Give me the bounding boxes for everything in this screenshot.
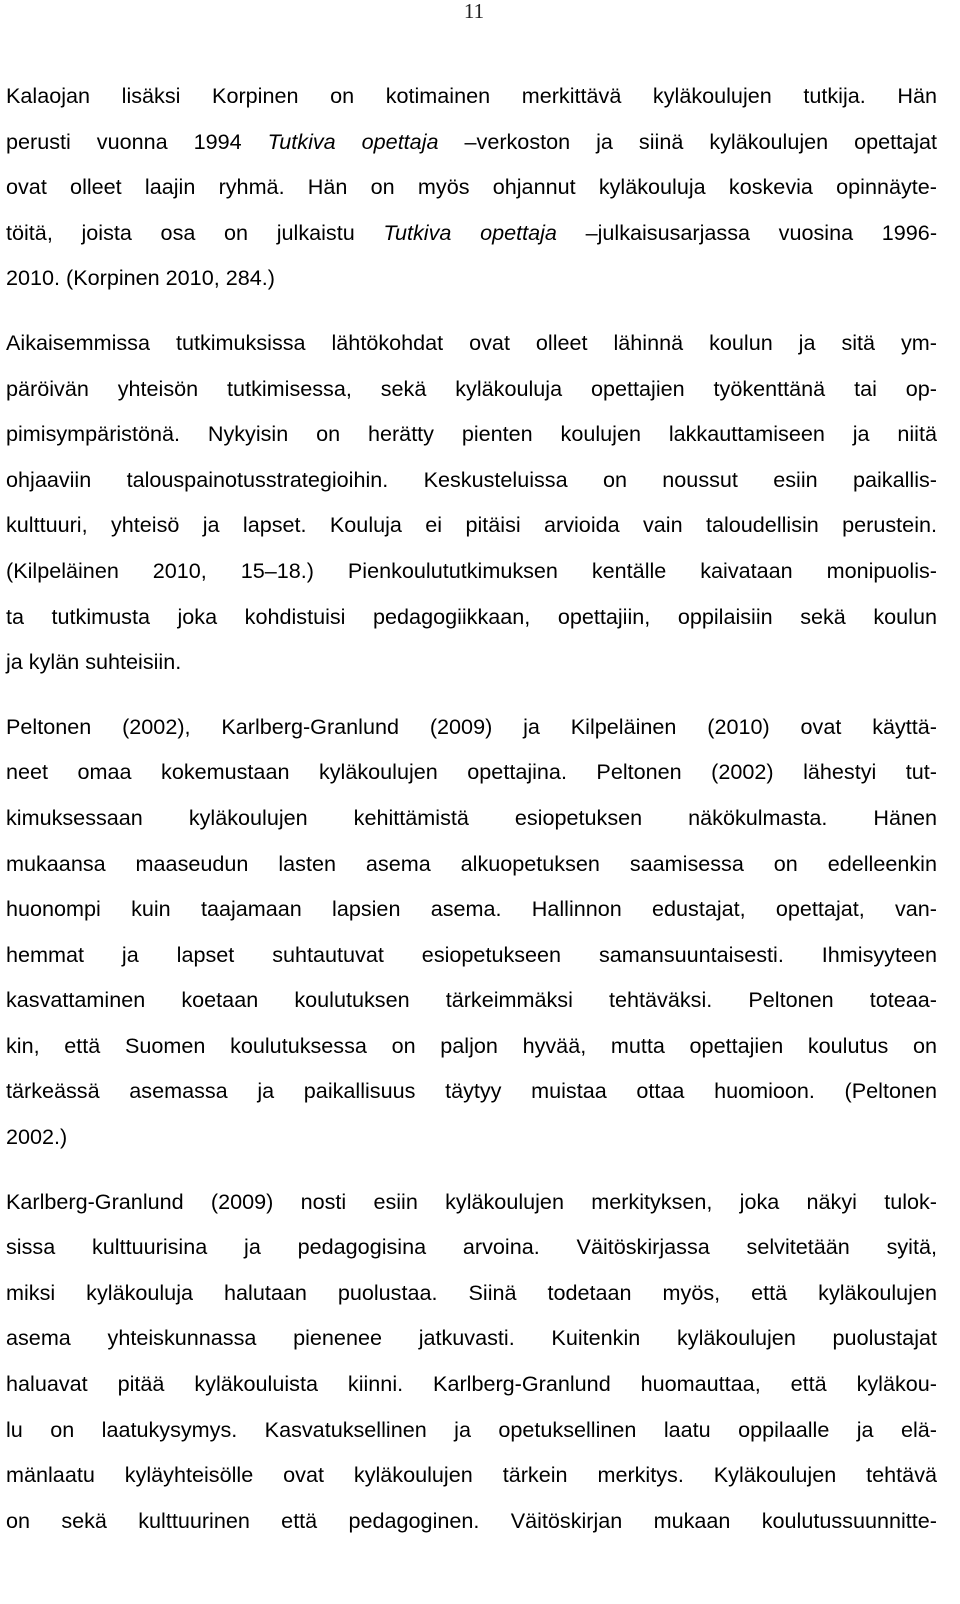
text-line — [6, 1407, 937, 1453]
text-line — [6, 886, 937, 932]
text-line — [6, 1023, 937, 1069]
text-line — [6, 639, 937, 685]
text-line — [6, 841, 937, 887]
text-run: sissa kulttuurisina ja pedagogisina arvoina. Väitöskirjassa selvitetään syitä, — [6, 1234, 937, 1260]
paragraph — [6, 320, 937, 685]
text-run: mukaansa maaseudun lasten asema alkuopetuksen saamisessa on edelleenkin — [6, 850, 937, 876]
text-run: (Kilpeläinen 2010, 15–18.) Pienkoulututkimuksen kentälle kaivataan monipuolis- — [6, 557, 937, 583]
text-run: miksi kyläkouluja halutaan puolustaa. Siinä todetaan myös, että kyläkoulujen — [6, 1279, 937, 1305]
body-text — [6, 73, 937, 1562]
text-line — [6, 1315, 937, 1361]
text-run: kasvattaminen koetaan koulutuksen tärkeimmäksi tehtäväksi. Peltonen toteaa- — [6, 987, 937, 1013]
text-line — [6, 366, 937, 412]
text-run: pimisympäristönä. Nykyisin on herätty pienten koulujen lakkauttamiseen ja niitä — [6, 421, 937, 447]
text-run: kimuksessaan kyläkoulujen kehittämistä esiopetuksen näkökulmasta. Hänen — [6, 804, 937, 830]
paragraph — [6, 73, 937, 301]
text-run: –verkoston ja siinä kyläkoulujen opettajat — [438, 128, 937, 154]
text-line — [6, 255, 937, 301]
text-run: Peltonen (2002), Karlberg-Granlund (2009) ja Kilpeläinen (2010) ovat käyttä- — [6, 713, 937, 739]
text-run: tärkeässä asemassa ja paikallisuus täytyy muistaa ottaa huomioon. (Peltonen — [6, 1078, 937, 1104]
text-run: –julkaisusarjassa vuosina 1996- — [556, 219, 938, 245]
text-run: 2002.) — [6, 1124, 68, 1150]
text-line — [6, 1114, 937, 1160]
text-run: ja kylän suhteisiin. — [6, 649, 182, 675]
text-line — [6, 1179, 937, 1225]
text-line — [6, 749, 937, 795]
text-run: 2010. (Korpinen 2010, 284.) — [6, 265, 275, 291]
text-line — [6, 1068, 937, 1114]
italic-title: Tutkiva opettaja — [267, 128, 439, 154]
text-line — [6, 1498, 937, 1544]
text-run: ohjaaviin talouspainotusstrategioihin. Keskusteluissa on noussut esiin paikallis- — [6, 466, 937, 492]
text-line — [6, 548, 937, 594]
text-run: Aikaisemmissa tutkimuksissa lähtökohdat ovat olleet lähinnä koulun ja sitä ym- — [6, 329, 937, 355]
text-line — [6, 119, 937, 165]
text-line — [6, 210, 937, 256]
text-line — [6, 502, 937, 548]
text-line — [6, 164, 937, 210]
text-line — [6, 1361, 937, 1407]
italic-title: Tutkiva opettaja — [383, 219, 557, 245]
paragraph — [6, 1179, 937, 1544]
text-run: on sekä kulttuurinen että pedagoginen. Väitöskirjan mukaan koulutussuunnitte- — [6, 1507, 937, 1533]
text-run: kin, että Suomen koulutuksessa on paljon hyvää, mutta opettajien koulutus on — [6, 1032, 937, 1058]
text-run: hemmat ja lapset suhtautuvat esiopetukseen samansuuntaisesti. Ihmisyyteen — [6, 941, 937, 967]
text-run: ovat olleet laajin ryhmä. Hän on myös ohjannut kyläkouluja koskevia opinnäyte- — [6, 174, 937, 200]
text-run: lu on laatukysymys. Kasvatuksellinen ja opetuksellinen laatu oppilaalle ja elä- — [6, 1416, 937, 1442]
text-line — [6, 411, 937, 457]
text-line — [6, 977, 937, 1023]
text-line — [6, 320, 937, 366]
text-line — [6, 704, 937, 750]
page-number: 11 — [463, 0, 485, 23]
text-run: ta tutkimusta joka kohdistuisi pedagogiikkaan, opettajiin, oppilaisiin sekä koulun — [6, 603, 937, 629]
text-line — [6, 1270, 937, 1316]
text-line — [6, 795, 937, 841]
text-line — [6, 73, 937, 119]
text-run: päröivän yhteisön tutkimisessa, sekä kyläkouluja opettajien työkenttänä tai op- — [6, 375, 937, 401]
text-line — [6, 1452, 937, 1498]
text-run: Kalaojan lisäksi Korpinen on kotimainen merkittävä kyläkoulujen tutkija. Hän — [6, 83, 937, 108]
paragraph — [6, 704, 937, 1160]
text-run: huonompi kuin taajamaan lapsien asema. Hallinnon edustajat, opettajat, van- — [6, 896, 937, 922]
text-run: asema yhteiskunnassa pienenee jatkuvasti. Kuitenkin kyläkoulujen puolustajat — [6, 1325, 937, 1351]
text-run: haluavat pitää kyläkouluista kiinni. Karlberg-Granlund huomauttaa, että kyläkou- — [6, 1371, 937, 1397]
text-line — [6, 1224, 937, 1270]
text-run: perusti vuonna 1994 — [6, 128, 268, 154]
text-run: töitä, joista osa on julkaistu — [6, 219, 384, 245]
text-line — [6, 457, 937, 503]
text-run: kulttuuri, yhteisö ja lapset. Kouluja ei pitäisi arvioida vain taloudellisin perustein. — [6, 512, 937, 538]
text-line — [6, 594, 937, 640]
text-run: Karlberg-Granlund (2009) nosti esiin kyläkoulujen merkityksen, joka näkyi tulok- — [6, 1188, 937, 1214]
text-line — [6, 932, 937, 978]
text-run: neet omaa kokemustaan kyläkoulujen opettajina. Peltonen (2002) lähestyi tut- — [6, 759, 937, 785]
text-run: mänlaatu kyläyhteisölle ovat kyläkoulujen tärkein merkitys. Kyläkoulujen tehtävä — [6, 1462, 937, 1488]
